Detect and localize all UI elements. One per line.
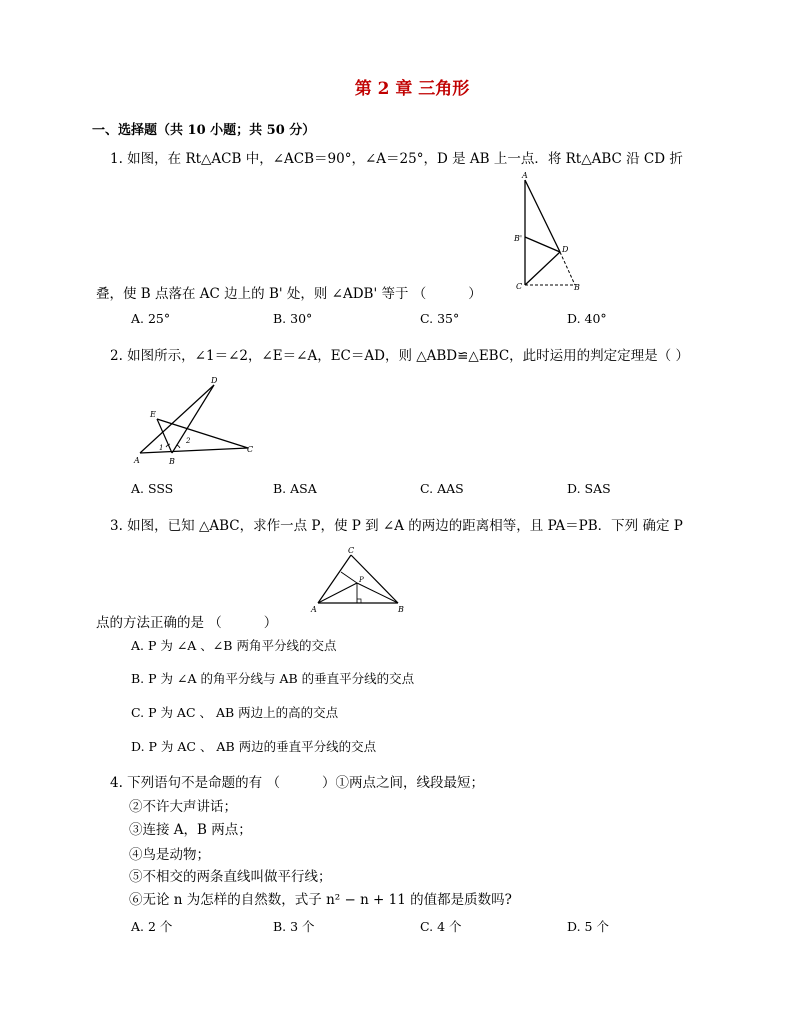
q4-option-b[interactable]: B. 3 个: [273, 919, 315, 934]
q2-option-d[interactable]: D. SAS: [567, 481, 611, 496]
q1-label-a: A: [522, 171, 528, 180]
q2-angle-arc-2: [177, 445, 180, 448]
q3-figure: [308, 545, 408, 617]
q3-line2-close: ）: [263, 615, 278, 631]
q1-line-ad: [525, 180, 560, 252]
q1-option-c[interactable]: C. 35°: [420, 311, 460, 326]
q2-label-b: B: [169, 457, 175, 466]
q1-line-bprime-d: [525, 237, 560, 252]
q3-label-c: C: [348, 546, 355, 555]
q4-item-6: ⑥无论 n 为怎样的自然数，式子 n² − n + 11 的值都是质数吗?: [129, 892, 512, 908]
q2-option-a[interactable]: A. SSS: [131, 481, 174, 496]
q3-line-ap: [318, 583, 357, 603]
q2-line-ad: [140, 385, 214, 453]
q4-option-c[interactable]: C. 4 个: [420, 919, 462, 934]
q1-line2-text: 叠，使 B 点落在 AC 边上的 B' 处，则 ∠ADB' 等于 （: [96, 286, 427, 302]
q3-label-a: A: [311, 605, 317, 614]
q1-option-d[interactable]: D. 40°: [567, 311, 607, 326]
q3-label-b: B: [398, 605, 404, 614]
q2-label-1: 1: [159, 444, 164, 452]
q2-option-c[interactable]: C. AAS: [420, 481, 464, 496]
q1-option-a[interactable]: A. 25°: [131, 311, 171, 326]
q4-option-a[interactable]: A. 2 个: [131, 919, 173, 934]
q4-line1-text: 4. 下列语句不是命题的有 （: [110, 775, 280, 791]
q3-option-a[interactable]: A. P 为 ∠A 、∠B 两角平分线的交点: [131, 638, 337, 653]
q3-line-p-perp-ac: [341, 572, 357, 583]
q3-line2: [96, 611, 277, 631]
section-heading: 一、选择题（共 10 小题；共 50 分）: [92, 123, 316, 138]
q3-option-c[interactable]: C. P 为 AC 、 AB 两边上的高的交点: [131, 705, 339, 720]
q3-line2-text: 点的方法正确的是 （: [96, 615, 222, 631]
q2-option-b[interactable]: B. ASA: [273, 481, 317, 496]
q2-label-c: C: [247, 445, 254, 454]
q4-option-d[interactable]: D. 5 个: [567, 919, 609, 934]
q1-label-c: C: [516, 282, 523, 291]
q4-item-5: ⑤不相交的两条直线叫做平行线；: [129, 869, 332, 885]
q4-item-2: ②不许大声讲话；: [129, 799, 237, 815]
q1-label-d: D: [562, 245, 569, 254]
q1-line2-close: ）: [468, 286, 482, 302]
q1-option-b[interactable]: B. 30°: [273, 311, 313, 326]
chapter-title: 第 2 章 三角形: [354, 79, 470, 99]
q1-figure: [505, 168, 600, 298]
q1-line-cd: [525, 252, 560, 285]
q2-label-d: D: [211, 376, 218, 385]
q2-label-a: A: [134, 456, 140, 465]
q4-line1-rest: ）①两点之间，线段最短；: [321, 775, 484, 791]
q2-figure: [128, 373, 258, 468]
q4-item-3: ③连接 A，B 两点；: [129, 822, 252, 838]
q2-line-ec: [157, 419, 248, 448]
q3-option-b[interactable]: B. P 为 ∠A 的角平分线与 AB 的垂直平分线的交点: [131, 671, 415, 686]
q3-label-p: P: [359, 576, 364, 584]
q4-item-4: ④鸟是动物；: [129, 847, 210, 863]
q2-text: 2. 如图所示，∠1＝∠2，∠E＝∠A，EC＝AD，则 △ABD≌△EBC，此时运用的判定定理是（ ）: [110, 348, 689, 364]
q2-line-ac: [140, 448, 248, 453]
q2-label-2: 2: [186, 437, 191, 445]
q1-label-b: B: [574, 283, 580, 292]
q3-line-ac: [318, 555, 351, 603]
q1-line2: [96, 282, 482, 302]
q1-line-db: [560, 252, 575, 285]
q4-line1: [110, 771, 484, 791]
q1-line1: 1. 如图，在 Rt△ACB 中，∠ACB＝90°，∠A＝25°，D 是 AB 上一点．将 Rt△ABC 沿 CD 折: [110, 151, 683, 167]
q3-line1: 3. 如图，已知 △ABC，求作一点 P，使 P 到 ∠A 的两边的距离相等，且 PA＝PB．下列 确定 P: [110, 518, 683, 534]
q1-label-b-prime: B': [514, 234, 523, 243]
q2-line-db: [172, 385, 214, 453]
q3-option-d[interactable]: D. P 为 AC 、 AB 两边的垂直平分线的交点: [131, 739, 377, 754]
q3-line-pb: [357, 583, 398, 603]
q2-label-e: E: [150, 410, 156, 419]
